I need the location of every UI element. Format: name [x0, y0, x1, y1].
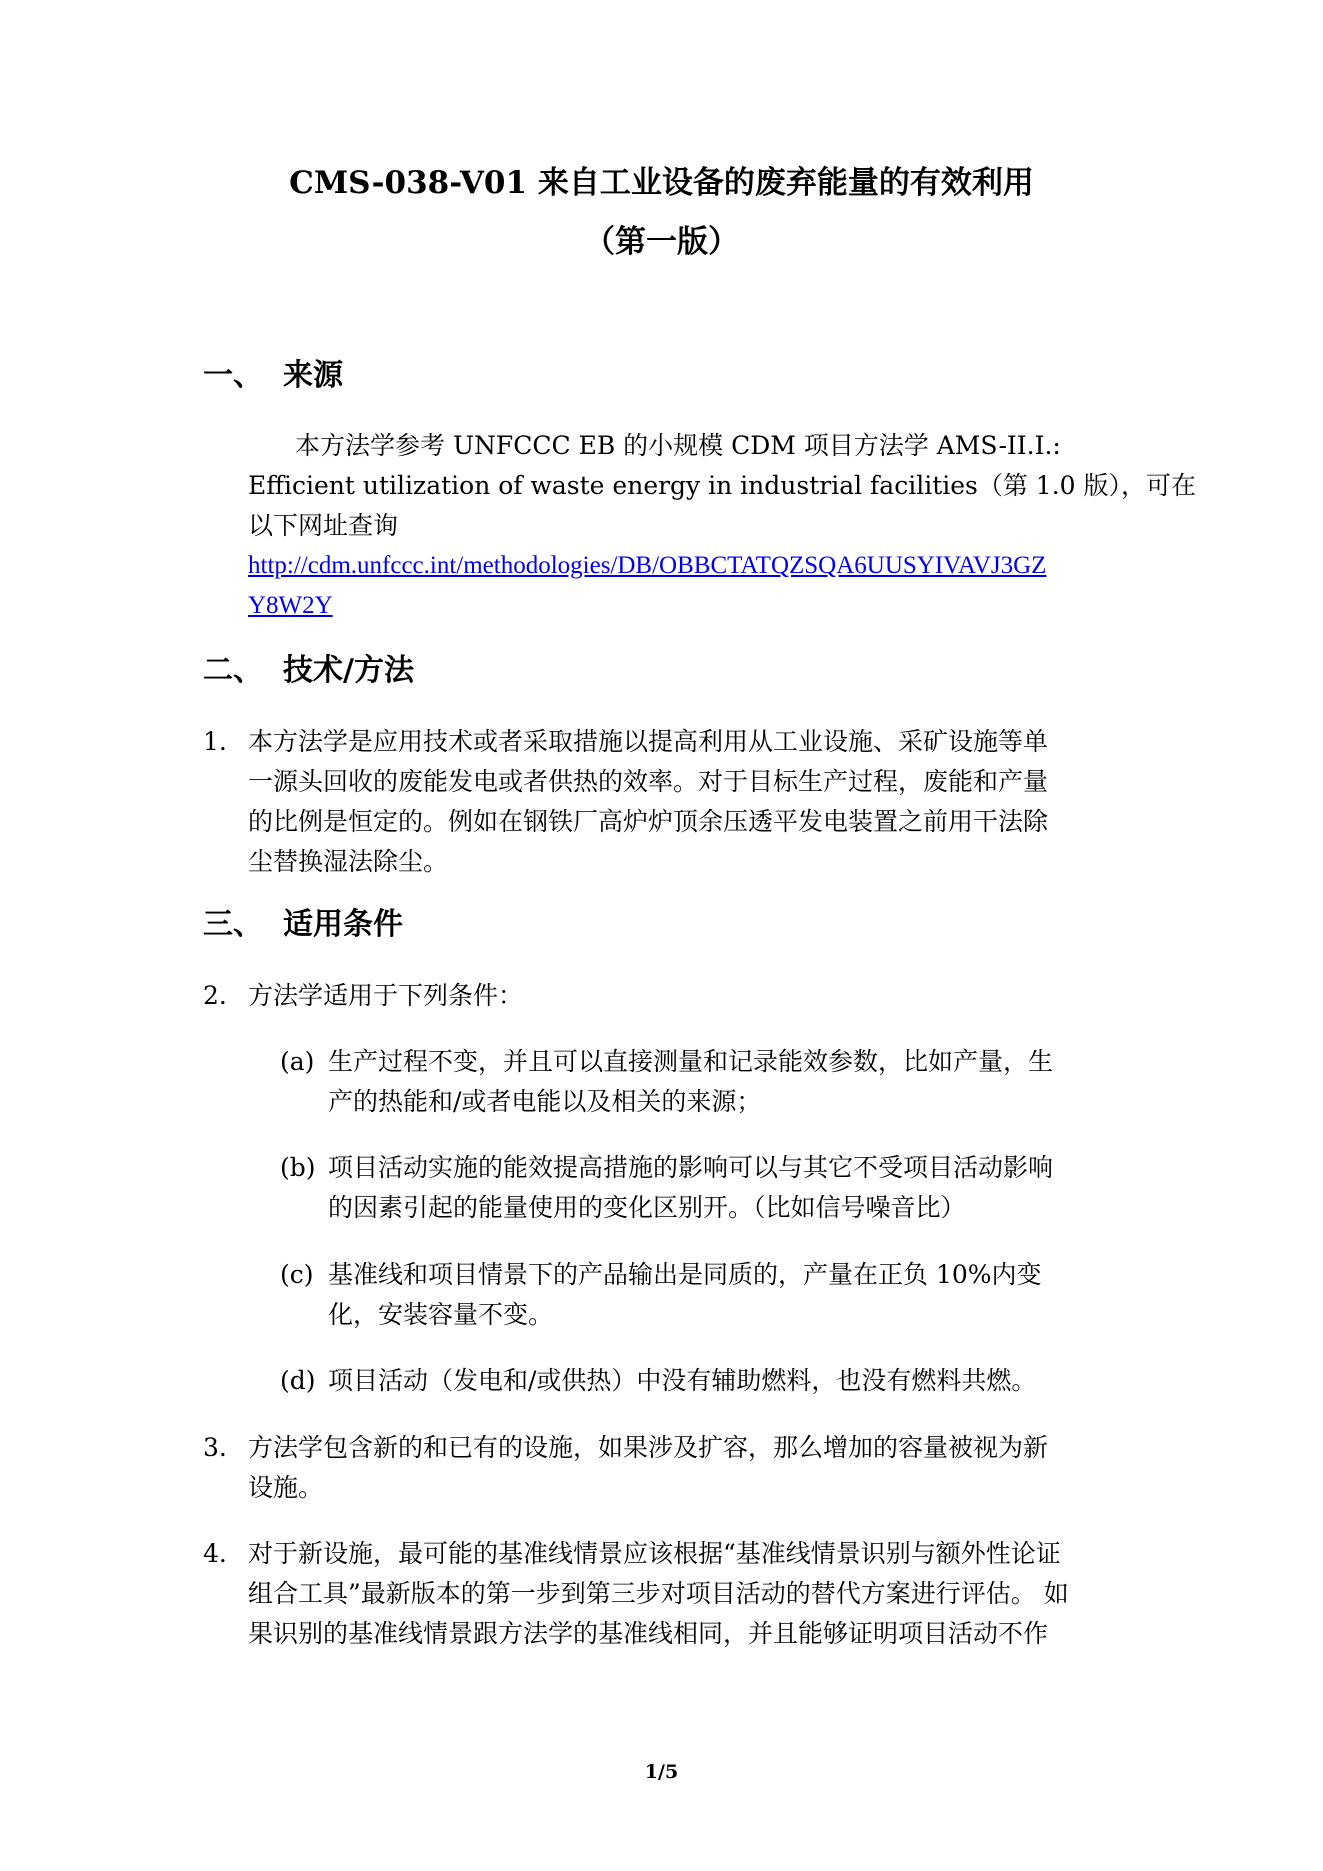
paragraph1-line-1: 本方法学是应用技术或者采取措施以提高利用从工业设施、采矿设施等单: [248, 727, 1049, 756]
paragraph1-line-4: 尘替换湿法除尘。: [248, 847, 449, 876]
section-heading-technology: [203, 651, 414, 691]
paragraph-number: 1.: [203, 727, 227, 756]
condition-c-line-1: 基准线和项目情景下的产品输出是同质的，产量在正负 10%内变: [328, 1260, 1042, 1289]
condition-label-d: (d): [280, 1366, 316, 1395]
condition-c-line-2: 化，安装容量不变。: [328, 1300, 554, 1329]
document-title: CMS-038-V01 来自工业设备的废弃能量的有效利用: [289, 165, 1034, 201]
section-number: 一、: [203, 358, 263, 393]
section-title: 技术/方法: [283, 653, 414, 688]
section-number: 二、: [203, 653, 263, 688]
section-title: 适用条件: [283, 907, 403, 942]
paragraph3-line-1: 方法学包含新的和已有的设施，如果涉及扩容，那么增加的容量被视为新: [248, 1433, 1049, 1462]
section-title: 来源: [283, 358, 343, 393]
paragraph2-line: 方法学适用于下列条件：: [248, 981, 524, 1010]
paragraph4-line-3: 果识别的基准线情景跟方法学的基准线相同，并且能够证明项目活动不作: [248, 1619, 1049, 1648]
condition-a-line-2: 产的热能和/或者电能以及相关的来源；: [328, 1087, 762, 1116]
source-line-1: 本方法学参考 UNFCCC EB 的小规模 CDM 项目方法学 AMS-II.I.:: [295, 431, 1061, 460]
condition-label-a: (a): [280, 1047, 315, 1076]
paragraph-number: 4.: [203, 1539, 227, 1568]
condition-b-line-2: 的因素引起的能量使用的变化区别开。（比如信号噪音比）: [328, 1193, 966, 1222]
source-line-2: Efficient utilization of waste energy in industrial facilities（第 1.0 版），可在: [248, 471, 1197, 500]
source-line-3: 以下网址查询: [248, 511, 399, 540]
condition-d-line-1: 项目活动（发电和/或供热）中没有辅助燃料，也没有燃料共燃。: [328, 1366, 1037, 1395]
section-heading-source: [203, 356, 343, 396]
paragraph4-line-2: 组合工具”最新版本的第一步到第三步对项目活动的替代方案进行评估。 如: [248, 1579, 1069, 1608]
paragraph-number: 3.: [203, 1433, 227, 1462]
paragraph-number: 2.: [203, 981, 227, 1010]
paragraph1-line-2: 一源头回收的废能发电或者供热的效率。对于目标生产过程，废能和产量: [248, 767, 1049, 796]
page-number: 1/5: [644, 1761, 679, 1783]
section-heading-applicability: [203, 905, 403, 945]
condition-a-line-1: 生产过程不变，并且可以直接测量和记录能效参数，比如产量，生: [328, 1047, 1054, 1076]
source-link-line-2[interactable]: Y8W2Y: [248, 592, 333, 619]
paragraph4-line-1: 对于新设施，最可能的基准线情景应该根据“基准线情景识别与额外性论证: [248, 1539, 1061, 1568]
paragraph1-line-3: 的比例是恒定的。例如在钢铁厂高炉炉顶余压透平发电装置之前用干法除: [248, 807, 1049, 836]
condition-b-line-1: 项目活动实施的能效提高措施的影响可以与其它不受项目活动影响: [328, 1153, 1054, 1182]
document-version: （第一版）: [584, 224, 739, 260]
section-number: 三、: [203, 907, 263, 942]
condition-label-b: (b): [280, 1153, 316, 1182]
source-link-line-1[interactable]: http://cdm.unfccc.int/methodologies/DB/OBBCTATQZSQA6UUSYIVAVJ3GZ: [248, 552, 1047, 579]
condition-label-c: (c): [280, 1260, 314, 1289]
paragraph3-line-2: 设施。: [248, 1473, 324, 1502]
